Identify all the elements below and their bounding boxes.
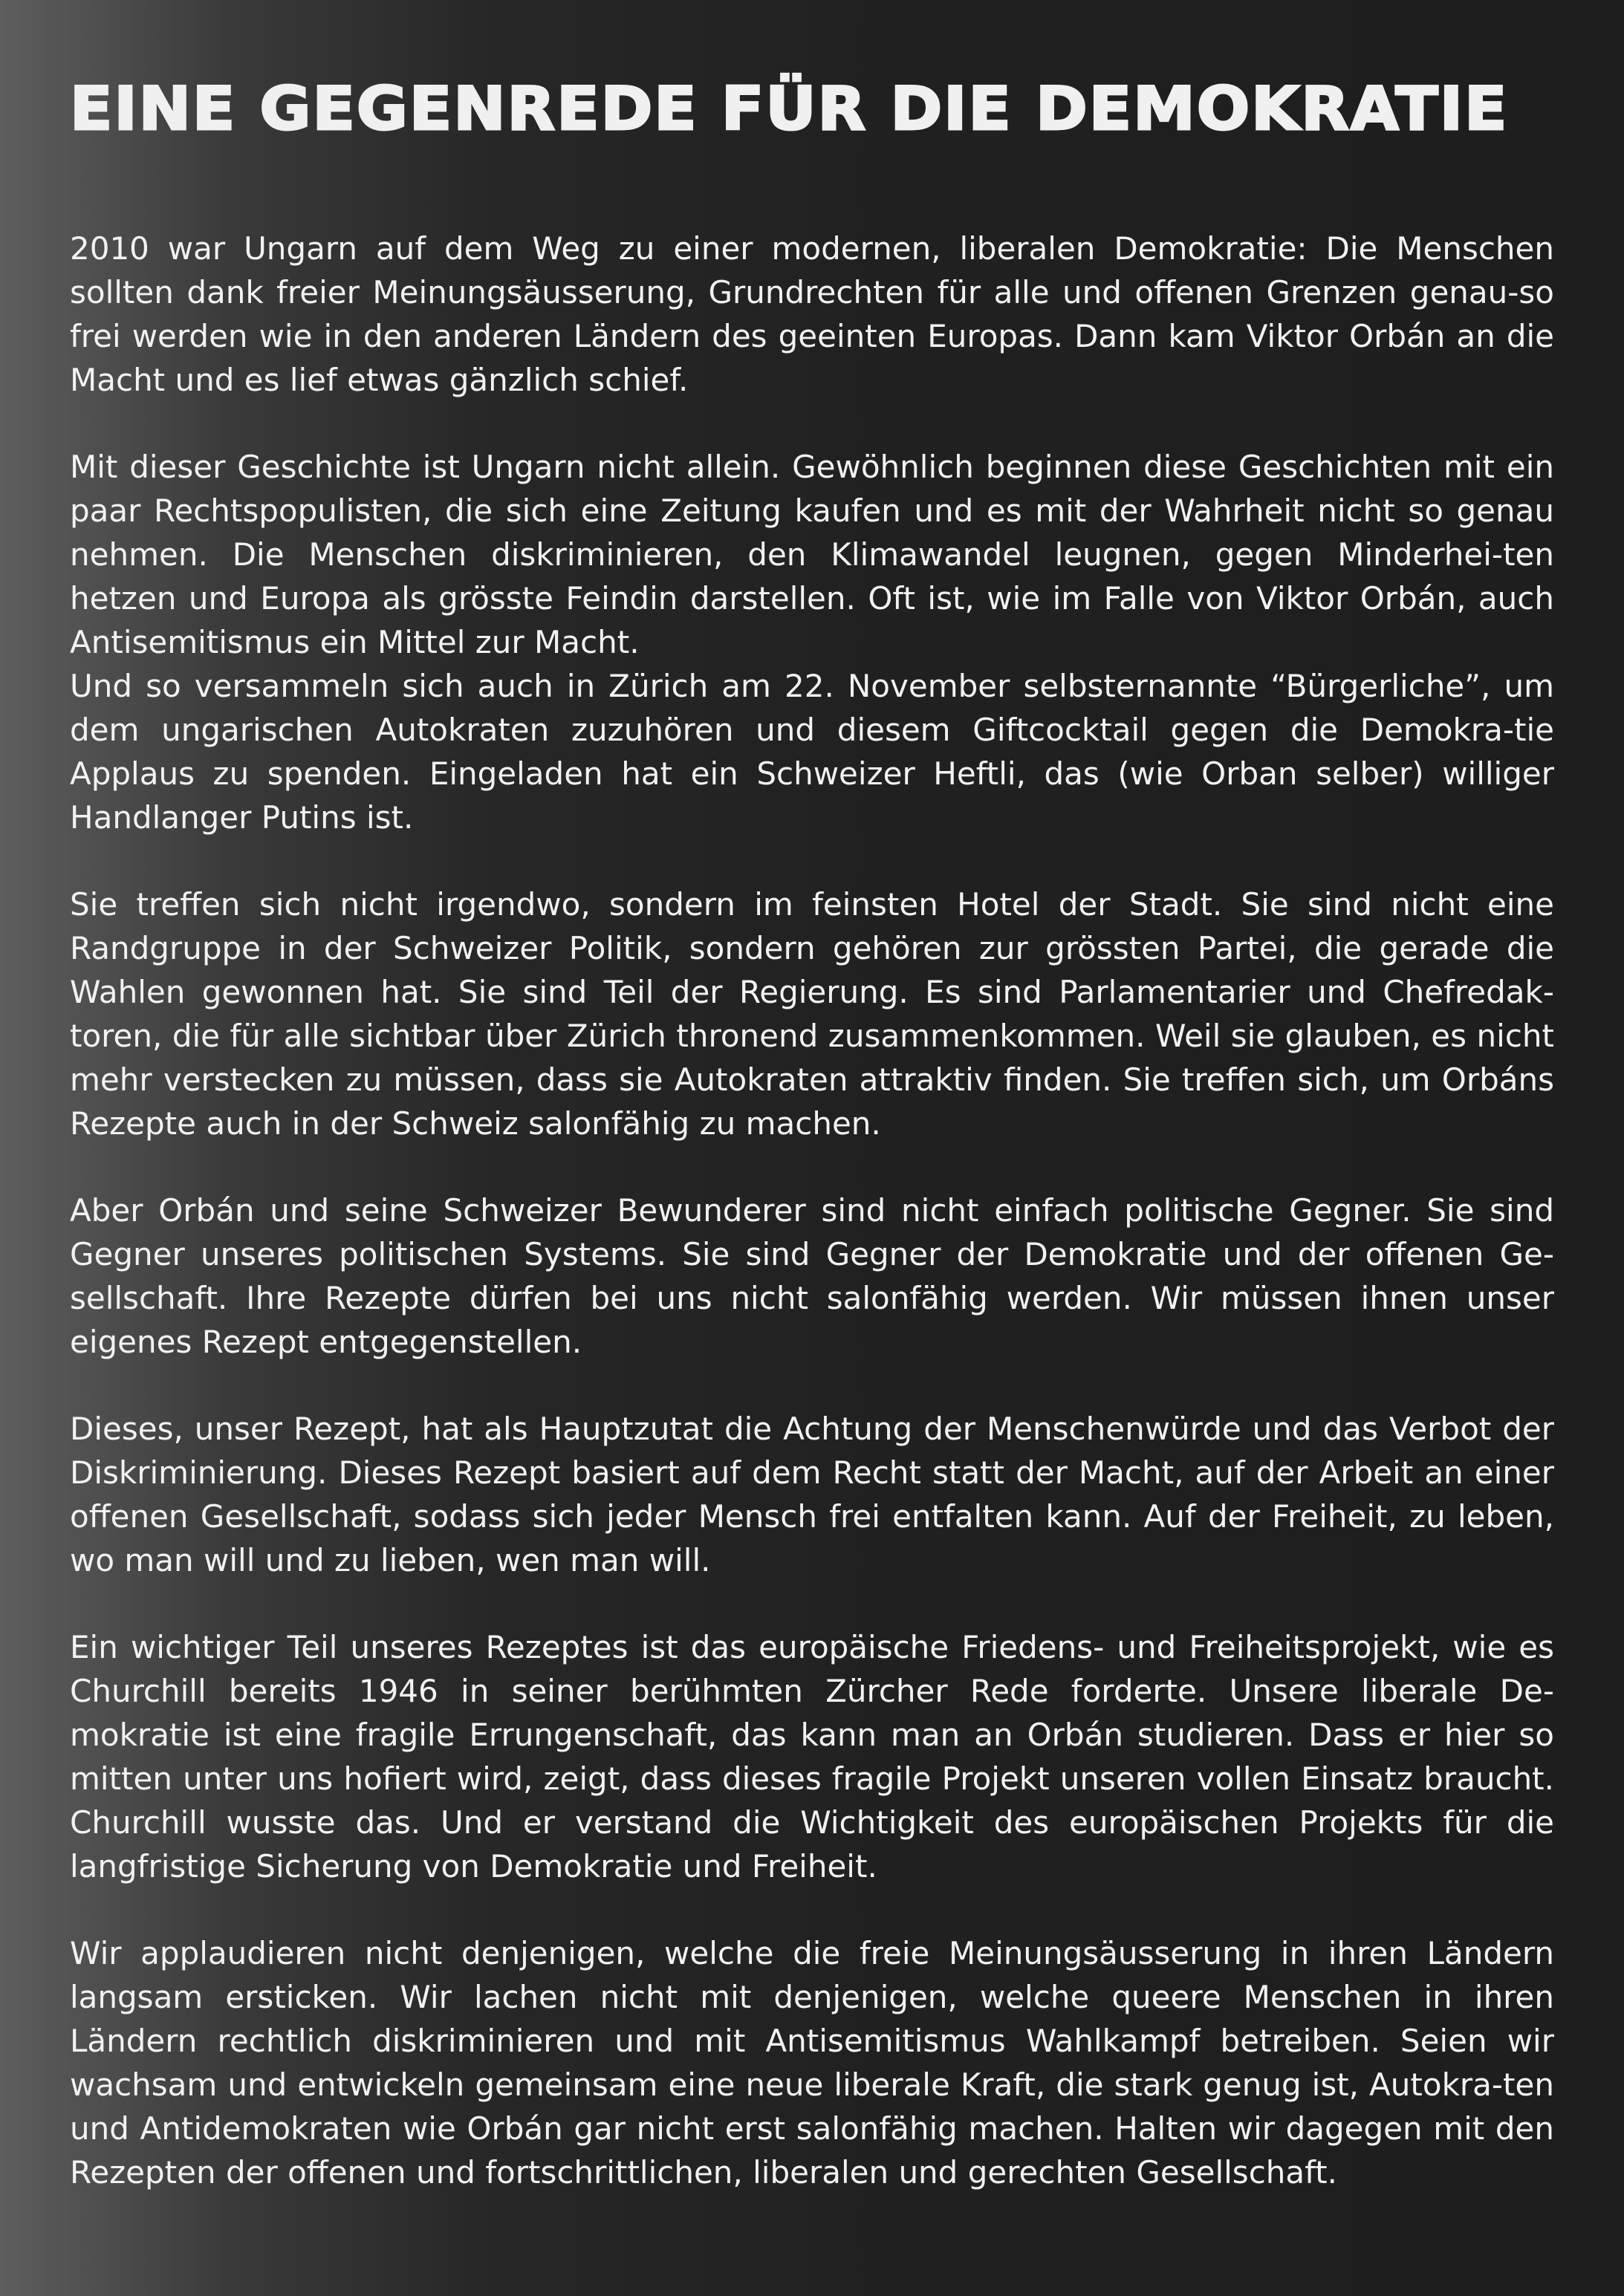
paragraph-text: Wir applaudieren nicht denjenigen, welche die freie Meinungsäusserung in ihren Ländern langsam ersticken. Wir lachen nicht mit denjenigen, welche queere Menschen in ihren Ländern rechtlich diskriminieren und mit Antisemitismus Wahlkampf betreiben. Seien wir wachsam und entwickeln gemeinsam eine neue liberale Kraft, die stark genug ist, Autokra-ten und Antidemokraten wie Orbán gar nicht erst salonfähig machen. Halten wir dagegen mit den Rezepten der offenen und fortschrittlichen, liberalen und gerechten Gesellschaft. [70, 1935, 1554, 2191]
paragraph-text: Sie treffen sich nicht irgendwo, sondern im feinsten Hotel der Stadt. Sie sind nicht eine Randgruppe in der Schweizer Politik, sondern gehören zur grössten Partei, die gerade die Wahlen gewonnen hat. Sie sind Teil der Regierung. Es sind Parlamentarier und Chefredak-toren, die für alle sichtbar über Zürich thronend zusammenkommen. Weil sie glauben, es nicht mehr verstecken zu müssen, dass sie Autokraten attraktiv finden. Sie treffen sich, um Orbáns Rezepte auch in der Schweiz salonfähig zu machen. [70, 886, 1554, 1142]
article-body [70, 227, 1554, 2237]
paragraph-7 [70, 1931, 1554, 2194]
paragraph-text: Und so versammeln sich auch in Zürich am 22. November selbsternannte “Bürgerliche”, um dem ungarischen Autokraten zuzuhören und diesem Giftcocktail gegen die Demokra-tie Applaus zu spenden. Eingeladen hat ein Schweizer Heftli, das (wie Orban selber) williger Handlanger Putins ist. [70, 668, 1554, 836]
paragraph-text: 2010 war Ungarn auf dem Weg zu einer modernen, liberalen Demokratie: Die Menschen sollten dank freier Meinungsäusserung, Grundrechten für alle und offenen Grenzen genau-so frei werden wie in den anderen Ländern des geeinten Europas. Dann kam Viktor Orbán an die Macht und es lief etwas gänzlich schief. [70, 230, 1554, 398]
paragraph-text: Dieses, unser Rezept, hat als Hauptzutat die Achtung der Menschenwürde und das Verbot der Diskriminierung. Dieses Rezept basiert auf dem Recht statt der Macht, auf der Arbeit an einer offenen Gesellschaft, sodass sich jeder Mensch frei entfalten kann. Auf der Freiheit, zu leben, wo man will und zu lieben, wen man will. [70, 1411, 1554, 1578]
paragraph-5 [70, 1407, 1554, 1582]
paragraph-4 [70, 1188, 1554, 1364]
paragraph-3 [70, 882, 1554, 1145]
page-title: EINE GEGENREDE FÜR DIE DEMOKRATIE [70, 73, 1509, 144]
paragraph-2 [70, 445, 1554, 839]
paragraph-text: Ein wichtiger Teil unseres Rezeptes ist das europäische Friedens- und Freiheitsprojekt, wie es Churchill bereits 1946 in seiner berühmten Zürcher Rede forderte. Unsere liberale De-mokratie ist eine fragile Errungenschaft, das kann man an Orbán studieren. Dass er hier so mitten unter uns hofiert wird, zeigt, dass dieses fragile Projekt unseren vollen Einsatz braucht. Churchill wusste das. Und er verstand die Wichtigkeit des europäischen Projekts für die langfristige Sicherung von Demokratie und Freiheit. [70, 1629, 1554, 1884]
paragraph-1 [70, 227, 1554, 402]
paragraph-text: Aber Orbán und seine Schweizer Bewunderer sind nicht einfach politische Gegner. Sie sind Gegner unseres politischen Systems. Sie sind Gegner der Demokratie und der offenen Ge-sellschaft. Ihre Rezepte dürfen bei uns nicht salonfähig werden. Wir müssen ihnen unser eigenes Rezept entgegenstellen. [70, 1192, 1554, 1360]
paragraph-6 [70, 1625, 1554, 1888]
paragraph-text: Mit dieser Geschichte ist Ungarn nicht allein. Gewöhnlich beginnen diese Geschichten mit ein paar Rechtspopulisten, die sich eine Zeitung kaufen und es mit der Wahrheit nicht so genau nehmen. Die Menschen diskriminieren, den Klimawandel leugnen, gegen Minderhei-ten hetzen und Europa als grösste Feindin darstellen. Oft ist, wie im Falle von Viktor Orbán, auch Antisemitismus ein Mittel zur Macht. [70, 449, 1554, 660]
